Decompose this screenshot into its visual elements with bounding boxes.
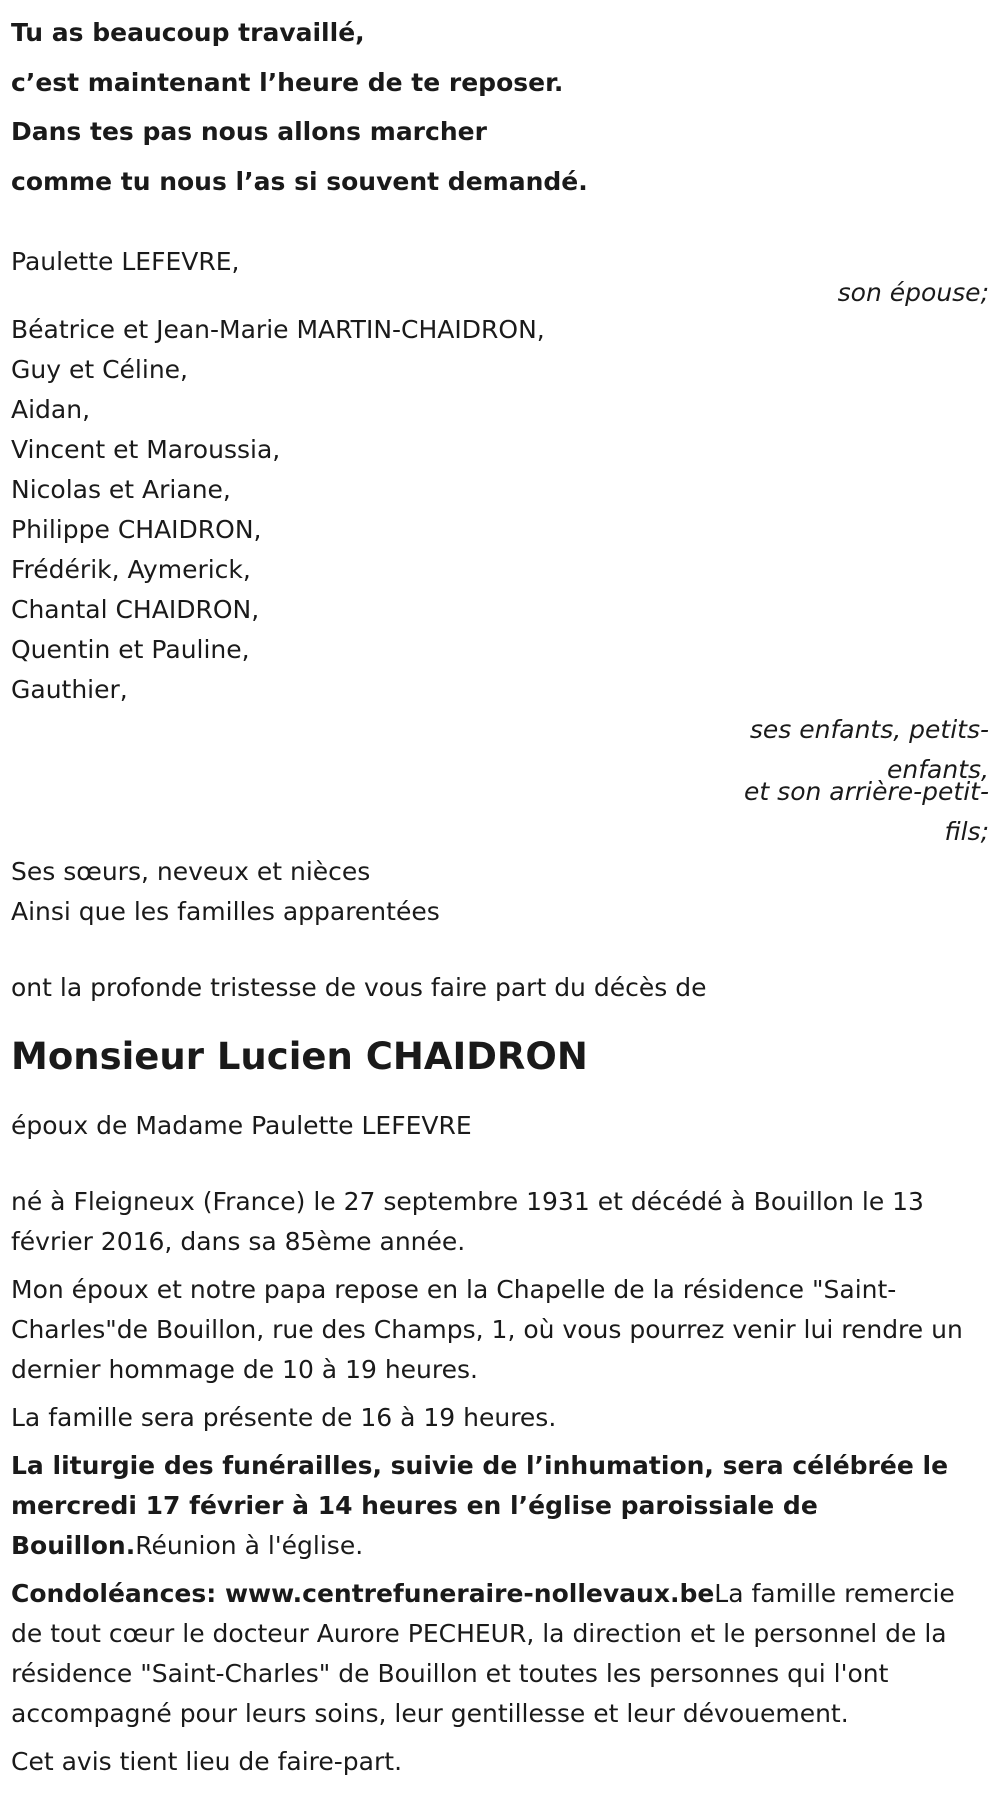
condolences-info <box>11 1574 989 1734</box>
family-member: Guy et Céline, <box>11 355 188 384</box>
family-member: Quentin et Pauline, <box>11 635 250 664</box>
spouse-role: son épouse; <box>837 278 989 307</box>
relatives-line: Ses sœurs, neveux et nièces <box>11 857 371 886</box>
family-member: Béatrice et Jean-Marie MARTIN-CHAIDRON, <box>11 315 545 344</box>
closing-note: Cet avis tient lieu de faire-part. <box>11 1747 403 1776</box>
family-member: Chantal CHAIDRON, <box>11 595 260 624</box>
others-block <box>11 852 989 932</box>
poem-line: comme tu nous l’as si souvent demandé. <box>11 166 588 196</box>
spouse-block <box>11 242 989 310</box>
funeral-details: La liturgie des funérailles, suivie de l’inhumation, sera célébrée le mercredi 17 février à 14 heures en l’église paroissiale de Bouillon. <box>11 1451 949 1560</box>
viewing-info: Mon époux et notre papa repose en la Chapelle de la résidence "Saint-Charles"de Bouillon, rue des Champs, 1, où vous pourrez venir lui rendre un dernier hommage de 10 à 19 heures. <box>11 1275 963 1384</box>
spouse-of: époux de Madame Paulette LEFEVRE <box>11 1111 472 1140</box>
funeral-meeting: Réunion à l'église. <box>135 1531 364 1560</box>
poem-line: Tu as beaucoup travaillé, <box>11 18 365 47</box>
spouse-name: Paulette LEFEVRE, <box>11 247 240 276</box>
grandchild-role: et son arrière-petit-fils; <box>744 777 989 846</box>
poem <box>11 0 989 206</box>
family-member: Vincent et Maroussia, <box>11 435 281 464</box>
family-member: Frédérik, Aymerick, <box>11 555 251 584</box>
poem-line: Dans tes pas nous allons marcher <box>11 117 487 146</box>
funeral-info <box>11 1446 989 1566</box>
family-member: Aidan, <box>11 395 91 424</box>
poem-line: c’est maintenant l’heure de te reposer. <box>11 67 564 97</box>
announcement: ont la profonde tristesse de vous faire part du décès de <box>11 973 707 1002</box>
birth-death: né à Fleigneux (France) le 27 septembre 1931 et décédé à Bouillon le 13 février 2016, dans sa 85ème année. <box>11 1187 924 1256</box>
family-member: Philippe CHAIDRON, <box>11 515 262 544</box>
deceased-name: Monsieur Lucien CHAIDRON <box>11 1035 588 1078</box>
thanks-text: La famille remercie de tout cœur le docteur Aurore PECHEUR, la direction et le personnel de la résidence "Saint-Charles" de Bouillon et toutes les personnes qui l'ont accompagné pour leurs soins, leur gentillesse et leur dévouement. <box>11 1579 955 1728</box>
family-presence: La famille sera présente de 16 à 19 heures. <box>11 1403 557 1432</box>
condolences-link[interactable]: Condoléances: www.centrefuneraire-nollevaux.be <box>11 1579 715 1608</box>
children-role: ses enfants, petits-enfants, <box>749 715 989 784</box>
children-block <box>11 310 989 852</box>
family-member: Gauthier, <box>11 675 128 704</box>
relatives-line: Ainsi que les familles apparentées <box>11 897 440 926</box>
family-member: Nicolas et Ariane, <box>11 475 231 504</box>
